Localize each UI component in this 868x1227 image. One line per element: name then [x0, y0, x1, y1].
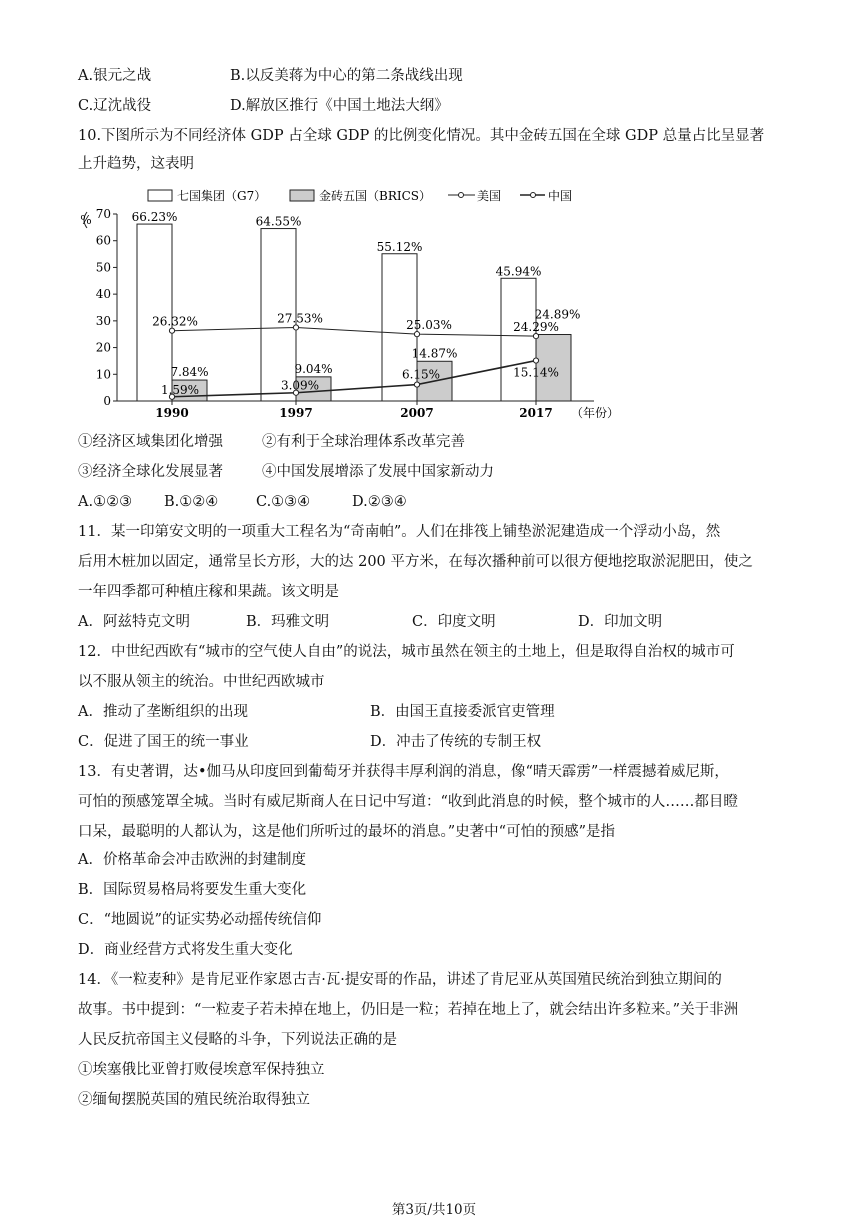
q9-option-d: D.解放区推行《中国土地法大纲》	[230, 98, 449, 114]
q10-statement-4: ④中国发展增添了发展中国家新动力	[262, 464, 494, 480]
data-label-g7: 45.94%	[495, 264, 542, 279]
usa-line	[172, 327, 536, 336]
china-line	[172, 361, 536, 397]
chart-legend	[148, 188, 572, 203]
q10-choice-d: D.②③④	[352, 494, 407, 510]
q13-choice-d: D．商业经营方式将发生重大变化	[78, 942, 293, 958]
x-tick-label: 2017	[519, 406, 553, 420]
q12-choice-a: A．推动了垄断组织的出现	[78, 704, 248, 720]
data-label-usa: 25.03%	[406, 318, 452, 333]
q9-option-b: B.以反美蒋为中心的第二条战线出现	[230, 68, 463, 84]
q10-choice-a: A.①②③	[78, 494, 133, 510]
data-label-brics: 9.04%	[294, 361, 333, 376]
q9-option-a: A.银元之战	[78, 68, 152, 84]
legend-swatch-g7	[148, 190, 172, 201]
y-tick-label: 20	[95, 340, 111, 355]
legend-label-china: 中国	[548, 189, 573, 203]
data-label-china: 1.59%	[160, 382, 200, 397]
china-point	[414, 382, 419, 387]
data-label-usa: 26.32%	[152, 314, 198, 329]
q11-line3: 一年四季都可种植庄稼和果蔬。该文明是	[78, 584, 339, 600]
gdp-share-chart	[0, 180, 868, 425]
y-tick-label: 30	[95, 313, 111, 328]
usa-point	[169, 328, 174, 333]
q11-choice-b: B．玛雅文明	[246, 614, 330, 630]
chart-lines	[169, 325, 538, 399]
y-tick-label: 70	[95, 207, 111, 221]
q10-statement-2: ②有利于全球治理体系改革完善	[262, 434, 465, 450]
q11-line2: 后用木桩加以固定，通常呈长方形，大的达 200 平方米，在每次播种前可以很方便地挖取淤泥肥田，使之	[78, 554, 753, 570]
y-tick-label: 60	[95, 233, 111, 248]
y-tick-label: 0	[103, 394, 111, 408]
q12-line1: 12．中世纪西欧有“城市的空气使人自由”的说法，城市虽然在领主的土地上，但是取得自治权的城市可	[78, 644, 735, 660]
q12-line2: 以不服从领主的统治。中世纪西欧城市	[78, 674, 325, 690]
x-tick-label: 2007	[400, 406, 434, 420]
q10-stem-line2: 上升趋势，这表明	[78, 156, 194, 172]
legend-swatch-brics	[290, 190, 314, 201]
q11-choice-c: C．印度文明	[412, 614, 496, 630]
usa-point	[293, 325, 298, 330]
q11-choice-d: D．印加文明	[578, 614, 663, 630]
q12-choice-d: D．冲击了传统的专制王权	[370, 734, 542, 750]
data-label-china: 15.14%	[513, 365, 559, 380]
q14-line2: 故事。书中提到：“一粒麦子若未掉在地上，仍旧是一粒；若掉在地上了，就会结出许多粒来。”关于非洲	[78, 1002, 739, 1018]
q14-line1: 14．《一粒麦种》是肯尼亚作家恩古吉·瓦·提安哥的作品，讲述了肯尼亚从英国殖民统治到独立期间的	[78, 972, 722, 988]
q10-choice-b: B.①②④	[164, 494, 219, 510]
x-axis-label: （年份）	[571, 406, 620, 420]
usa-point	[414, 332, 419, 337]
y-tick-label: 10	[95, 367, 111, 382]
bar-g7	[137, 224, 172, 401]
data-label-g7: 66.23%	[131, 210, 178, 225]
q9-option-c: C.辽沈战役	[78, 98, 152, 114]
legend-label-usa: 美国	[477, 189, 502, 203]
legend-label-g7: 七国集团（G7）	[177, 189, 267, 203]
y-tick-label: 50	[95, 260, 111, 275]
data-label-g7: 64.55%	[255, 214, 302, 229]
q14-line3: 人民反抗帝国主义侵略的斗争，下列说法正确的是	[78, 1032, 397, 1048]
data-label-brics: 7.84%	[170, 365, 209, 380]
page-footer: 第3页/共10页	[391, 1202, 477, 1218]
q14-statement-1: ①埃塞俄比亚曾打败侵埃意军保持独立	[78, 1062, 325, 1078]
y-axis-unit: %	[80, 213, 92, 227]
x-tick-label: 1997	[279, 406, 313, 420]
x-tick-label: 1990	[155, 406, 189, 420]
legend-label-brics: 金砖五国（BRICS）	[319, 189, 431, 203]
bar-g7	[501, 278, 536, 401]
data-label-brics: 24.89%	[534, 307, 581, 322]
q13-line3: 口呆，最聪明的人都认为，这是他们所听过的最坏的消息。”史著中“可怕的预感”是指	[78, 824, 615, 840]
china-point	[533, 358, 538, 363]
q11-line1: 11．某一印第安文明的一项重大工程名为“奇南帕”。人们在排筏上铺垫淤泥建造成一个浮动小岛，然	[78, 524, 721, 540]
q14-statement-2: ②缅甸摆脱英国的殖民统治取得独立	[78, 1092, 310, 1108]
data-label-usa: 27.53%	[277, 311, 323, 326]
q13-line1: 13．有史著谓，达•伽马从印度回到葡萄牙并获得丰厚利润的消息，像“晴天霹雳”一样震撼着威尼斯，	[78, 764, 729, 780]
q13-line2: 可怕的预感笼罩全城。当时有威尼斯商人在日记中写道：“收到此消息的时候，整个城市的人……都目瞪	[78, 794, 738, 810]
usa-point	[533, 334, 538, 339]
q12-choice-c: C．促进了国王的统一事业	[78, 734, 249, 750]
data-label-china: 6.15%	[401, 367, 441, 382]
data-label-china: 3.09%	[280, 378, 320, 393]
q10-stem-line1: 10.下图所示为不同经济体 GDP 占全球 GDP 的比例变化情况。其中金砖五国在全球 GDP 总量占比呈显著	[78, 128, 765, 144]
y-axis-label	[80, 212, 91, 228]
q13-choice-a: A．价格革命会冲击欧洲的封建制度	[78, 852, 306, 868]
q13-choice-b: B．国际贸易格局将要发生重大变化	[78, 882, 307, 898]
q10-statement-3: ③经济全球化发展显著	[78, 464, 223, 480]
q11-choice-a: A．阿兹特克文明	[78, 614, 190, 630]
data-label-g7: 55.12%	[376, 239, 423, 254]
y-tick-label: 40	[95, 287, 111, 302]
q10-choice-c: C.①③④	[256, 494, 311, 510]
q12-choice-b: B．由国王直接委派官吏管理	[370, 704, 555, 720]
q10-statement-1: ①经济区域集团化增强	[78, 434, 223, 450]
legend-marker-usa	[459, 193, 464, 198]
q13-choice-c: C．“地圆说”的证实势必动摇传统信仰	[78, 912, 322, 928]
data-label-brics: 14.87%	[411, 346, 458, 361]
data-label-usa: 24.29%	[513, 320, 559, 335]
legend-marker-china	[531, 193, 536, 198]
